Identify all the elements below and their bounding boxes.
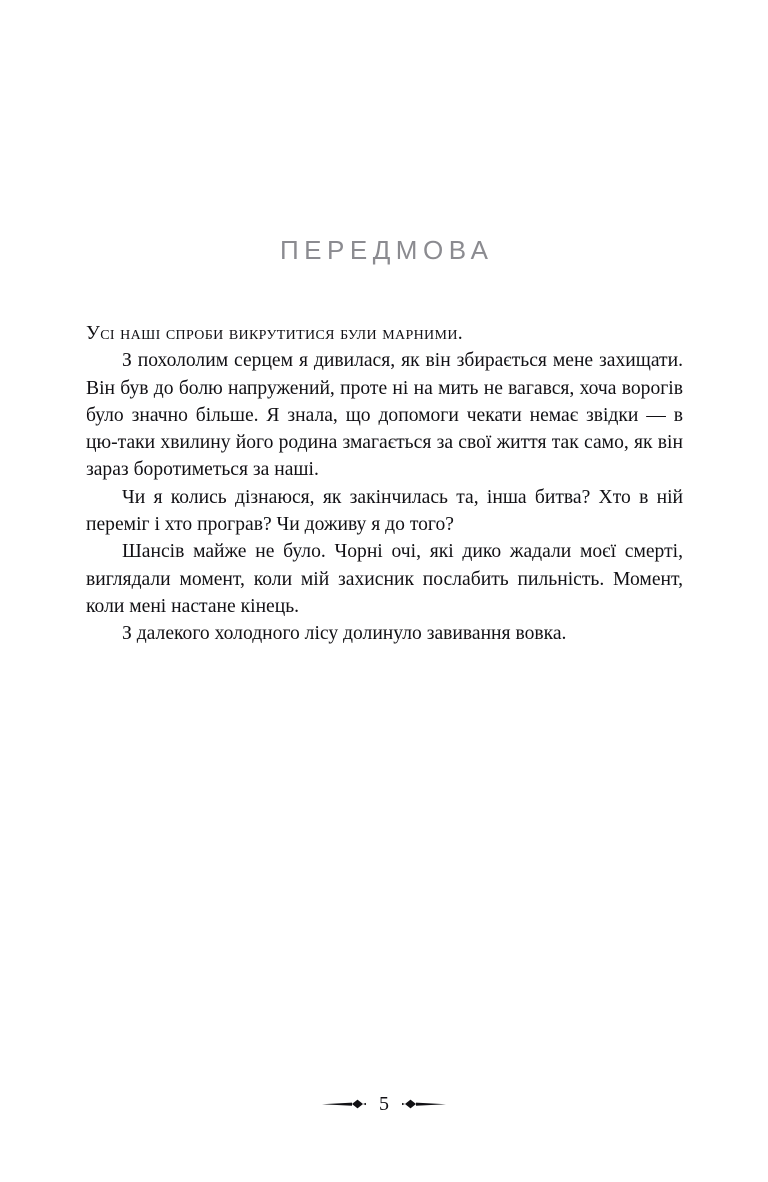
page-footer — [0, 1094, 768, 1114]
page-number: 5 — [379, 1093, 389, 1115]
dash-diamond-right-ornament — [402, 1097, 446, 1111]
paragraph-opening: Усі наші спроби викрутитися були марними. — [86, 323, 464, 344]
paragraph: Шансів майже не було. Чорні очі, які дико жадали моєї смерті, виглядали момент, коли мій захисник послабить пильність. Момент, коли мені настане кінець. — [86, 541, 683, 617]
page-title: ПЕРЕДМОВА — [279, 235, 494, 265]
paragraph: З похололим серцем я дивилася, як він збирається мене захищати. Він був до болю напружений, проте ні на мить не вагався, хоча ворогів було значно більше. Я знала, що допомоги чекати немає звідки — в цю-таки хвилину його родина змагається за свої життя так само, як він зараз боротиметься за наші. — [86, 350, 683, 481]
body-text-block — [86, 320, 683, 648]
paragraph: Чи я колись дізнаюся, як закінчилась та, інша битва? Хто в ній переміг і хто програв? Чи доживу я до того? — [86, 486, 683, 536]
dash-diamond-left-ornament — [322, 1097, 366, 1111]
paragraph: З далекого холодного лісу долинуло завивання вовка. — [122, 623, 567, 645]
